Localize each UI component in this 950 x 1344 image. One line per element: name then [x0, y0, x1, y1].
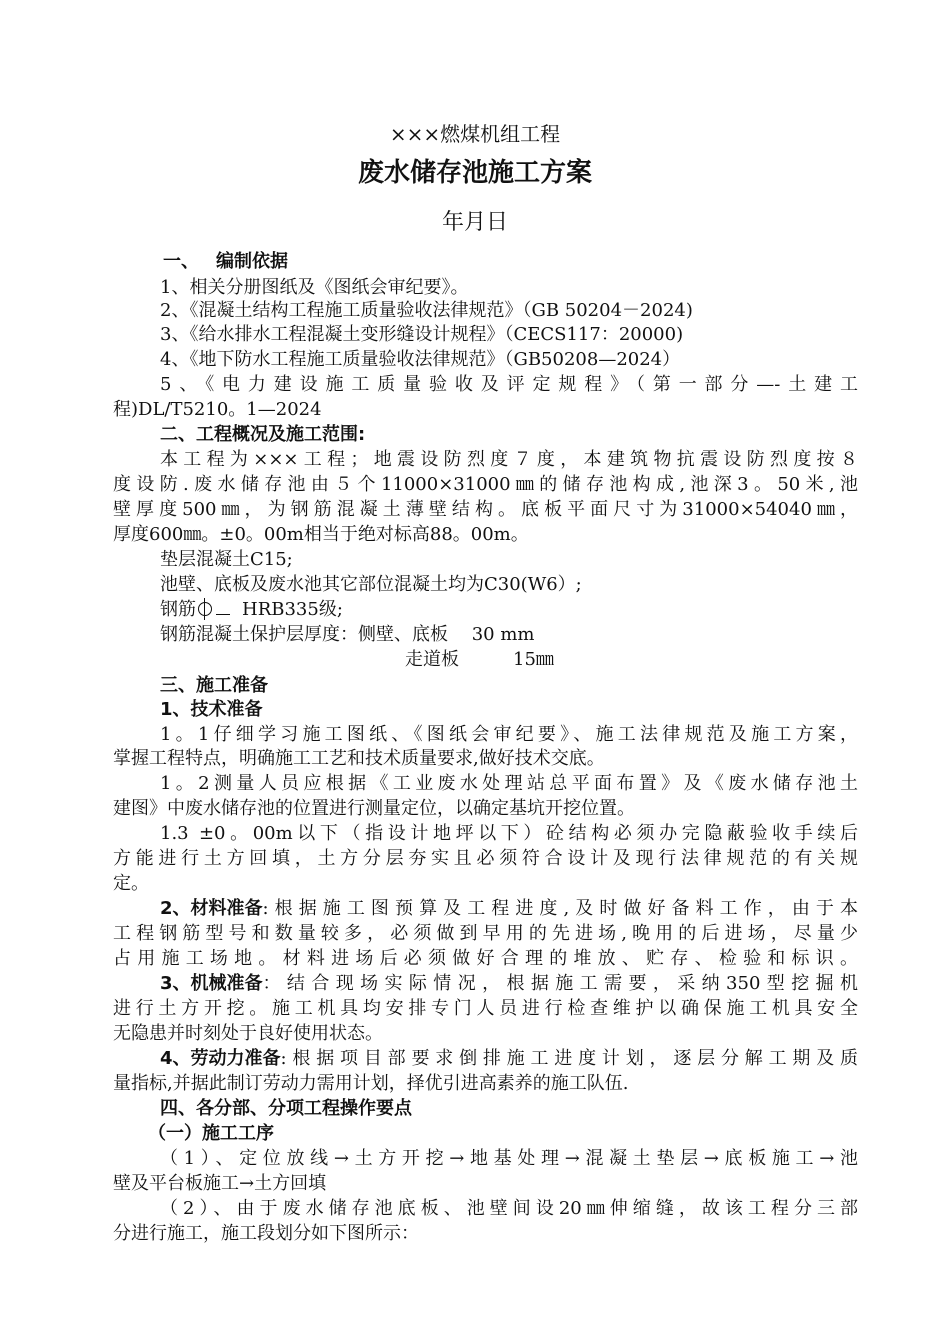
labor-prep-label: 4、劳动力准备	[160, 1048, 281, 1069]
paragraph-line: 壁及平台板施工→土方回填	[113, 1173, 327, 1194]
reference-item: 4、《地下防水工程施工质量验收法律规范》（GB50208—2024）	[160, 349, 681, 370]
section3-heading: 三、施工准备	[160, 675, 268, 696]
reference-item: 3、《给水排水工程混凝土变形缝设计规程》（CECS117：20000)	[160, 324, 684, 345]
cover-thickness: 钢筋混凝土保护层厚度：侧壁、底板 30 mm	[160, 624, 535, 645]
paragraph-line: :根据项目部要求倒排施工进度计划，逐层分解工期及质	[280, 1048, 858, 1069]
reference-item: 2、《混凝土结构工程施工质量验收法律规范》（GB 50204－2024)	[160, 300, 693, 321]
overview-paragraph-line: 度设防.废水储存池由５个11000×31000㎜的储存池构成,池深3。50米,池	[113, 474, 858, 495]
section2-heading: 二、工程概况及施工范围:	[160, 424, 366, 445]
paragraph-line: 掌握工程特点，明确施工工艺和技术质量要求,做好技术交底。	[113, 748, 605, 769]
rebar-label: 钢筋	[160, 599, 196, 620]
paragraph-line: 1。2测量人员应根据《工业废水处理站总平面布置》及《废水储存池土	[160, 773, 858, 794]
paragraph-line: 无隐患并时刻处于良好使用状态。	[113, 1023, 383, 1044]
paragraph-line: 分进行施工，施工段划分如下图所示：	[113, 1223, 419, 1244]
section1-heading-number: 一、	[163, 251, 199, 272]
cushion-concrete: 垫层混凝土C15;	[160, 549, 293, 570]
materials-prep-label: 2、材料准备	[160, 898, 263, 919]
reference-item: 1、相关分册图纸及《图纸会审纪要》。	[160, 277, 469, 298]
technical-prep-heading: 1、技术准备	[160, 699, 263, 720]
paragraph-line: （1）、定位放线→土方开挖→地基处理→混凝土垫层→底板施工→池	[160, 1148, 858, 1169]
paragraph-line: （2）、由于废水储存池底板、池壁间设20㎜伸缩缝，故该工程分三部	[160, 1198, 858, 1219]
paragraph-line: ：结合现场实际情况，根据施工需要，采纳350型挖掘机	[262, 973, 858, 994]
rebar-grade-symbol-icon	[196, 600, 214, 618]
construction-sequence-heading: （一）施工工序	[148, 1123, 274, 1144]
paragraph-line: 量指标,并据此制订劳动力需用计划，择优引进高素养的施工队伍.	[113, 1073, 629, 1094]
overview-paragraph-line: 本工程为×××工程；地震设防烈度７度，本建筑物抗震设防烈度按８	[160, 449, 858, 470]
paragraph-line: :根据施工图预算及工程进度,及时做好备料工作，由于本	[262, 898, 858, 919]
paragraph-line: 1.3 ±0。00m以下（指设计地坪以下）砼结构必须办完隐蔽验收手续后	[160, 823, 858, 844]
rebar-underline	[216, 600, 230, 615]
paragraph-line: 工程钢筋型号和数量较多，必须做到早用的先进场,晚用的后进场，尽量少	[113, 923, 858, 944]
overview-paragraph-line: 厚度600㎜。±0。00m相当于绝对标高88。00m。	[113, 524, 529, 545]
machinery-prep-label: 3、机械准备	[160, 973, 263, 994]
paragraph-line: 占用施工场地。材料进场后必须做好合理的堆放、贮存、检验和标识。	[113, 948, 858, 969]
paragraph-line: 方能进行土方回填，土方分层夯实且必须符合设计及现行法律规范的有关规	[113, 848, 858, 869]
reference-item-continued: 程)DL/T5210。1—2024	[113, 399, 322, 420]
section4-heading: 四、各分部、分项工程操作要点	[160, 1098, 412, 1119]
paragraph-line: 定。	[113, 873, 149, 894]
section1-heading: 编制依据	[216, 251, 288, 272]
rebar-grade: HRB335级;	[242, 599, 343, 620]
document-title: 废水储存池施工方案	[357, 158, 592, 188]
wall-concrete: 池壁、底板及废水池其它部位混凝土均为C30(W6）;	[160, 574, 582, 595]
labor-prep-line	[160, 1046, 858, 1072]
paragraph-line: 建图》中废水储存池的位置进行测量定位，以确定基坑开挖位置。	[113, 798, 635, 819]
materials-prep-line	[160, 896, 858, 922]
paragraph-line: 1。1仔细学习施工图纸、《图纸会审纪要》、施工法律规范及施工方案，	[160, 724, 858, 745]
machinery-prep-line	[160, 971, 858, 997]
overview-paragraph-line: 壁厚度500㎜，为钢筋混凝土薄壁结构。底板平面尺寸为31000×54040㎜，	[113, 499, 858, 520]
project-subtitle: ×××燃煤机组工程	[389, 122, 561, 146]
reference-item: 5、《电力建设施工质量验收及评定规程》（第一部分—-土建工	[160, 374, 858, 395]
cover-walkway: 走道板 15㎜	[405, 649, 554, 670]
rebar-line	[160, 597, 343, 623]
paragraph-line: 进行土方开挖。施工机具均安排专门人员进行检查维护以确保施工机具安全	[113, 998, 858, 1019]
document-date: 年月日	[441, 210, 508, 235]
